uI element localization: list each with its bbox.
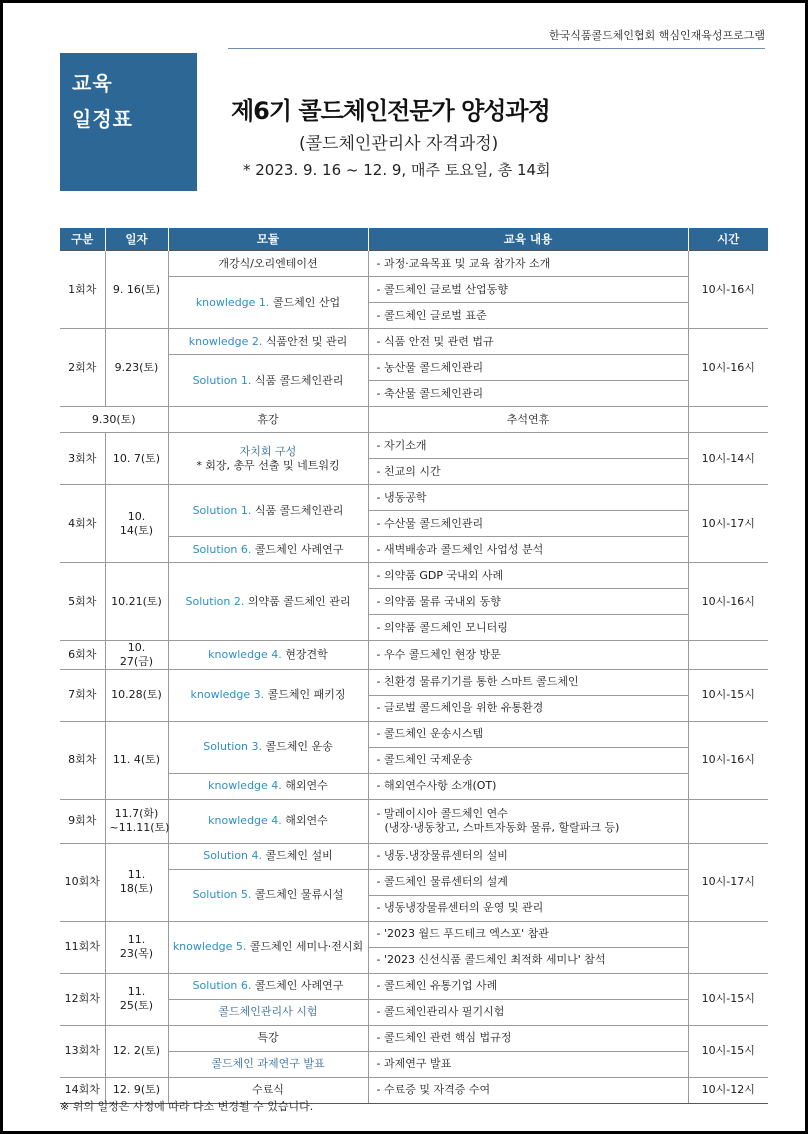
- date-start: 11.7(화): [114, 807, 159, 821]
- date-cell: 11. 23(목): [105, 921, 168, 973]
- module-title: 식품 콜드체인관리: [251, 373, 344, 387]
- module-cell: [168, 669, 368, 721]
- date-cell: 10. 14(토): [105, 485, 168, 563]
- content-cell: - 자기소개: [368, 433, 688, 459]
- module-title: 콜드체인 패키징: [264, 688, 346, 702]
- table-row: [60, 1025, 768, 1051]
- date-cell: 10. 27(금): [105, 641, 168, 670]
- module-cell: [168, 641, 368, 670]
- content-cell: - '2023 월드 푸드테크 엑스포' 참관: [368, 921, 688, 947]
- date-cell: [105, 799, 168, 843]
- content-line: - 말레이시아 콜드체인 연수: [376, 807, 508, 821]
- module-title: 콜드체인 물류시설: [251, 888, 344, 902]
- schedule-badge: [60, 53, 197, 191]
- content-cell: - 콜드체인관리사 필기시험: [368, 999, 688, 1025]
- content-cell: - 식품 안전 및 관련 법규: [368, 329, 688, 355]
- module-cell: [168, 843, 368, 869]
- content-cell: - '2023 신선식품 콜드체인 최적화 세미나' 참석: [368, 947, 688, 973]
- content-cell: - 친교의 시간: [368, 459, 688, 485]
- module-tag: Solution 4.: [203, 849, 263, 863]
- col-header-round: 구분: [60, 228, 105, 251]
- round-cell: 10회차: [60, 843, 105, 921]
- module-tag: Solution 1.: [192, 373, 252, 387]
- module-title: 해외연수: [281, 814, 328, 828]
- content-cell: - 축산물 콜드체인관리: [368, 381, 688, 407]
- time-cell: [688, 799, 768, 843]
- time-cell: [688, 921, 768, 973]
- content-cell: - 과정·교육목표 및 교육 참가자 소개: [368, 251, 688, 277]
- round-cell: 2회차: [60, 329, 105, 407]
- module-title: 콜드체인 설비: [262, 849, 333, 863]
- content-cell: - 해외연수사항 소개(OT): [368, 773, 688, 799]
- date-cell: 11. 4(토): [105, 721, 168, 799]
- table-row: [60, 433, 768, 459]
- header-divider: [228, 48, 765, 49]
- content-cell: - 콜드체인 국제운송: [368, 747, 688, 773]
- content-cell: - 의약품 물류 국내외 동향: [368, 589, 688, 615]
- time-cell: 10시-15시: [688, 973, 768, 1025]
- time-cell: 10시-15시: [688, 669, 768, 721]
- col-header-date: 일자: [105, 228, 168, 251]
- content-cell: 추석연휴: [368, 407, 688, 433]
- round-cell: 1회차: [60, 251, 105, 329]
- module-tag: Solution 6.: [192, 979, 252, 993]
- table-row: [60, 329, 768, 355]
- content-cell: - 콜드체인 운송시스템: [368, 721, 688, 747]
- content-cell: - 의약품 GDP 국내외 사례: [368, 563, 688, 589]
- date-cell: 10.28(토): [105, 669, 168, 721]
- time-cell: 10시-12시: [688, 1077, 768, 1103]
- module-cell: 콜드체인 과제연구 발표: [168, 1051, 368, 1077]
- content-cell: - 냉동냉장물류센터의 운영 및 관리: [368, 895, 688, 921]
- content-cell: - 냉동.냉장물류센터의 설비: [368, 843, 688, 869]
- module-title: 현장견학: [281, 647, 328, 661]
- org-header: 한국식품콜드체인협회 핵심인재육성프로그램: [548, 29, 765, 42]
- content-cell: - 과제연구 발표: [368, 1051, 688, 1077]
- module-tag: Solution 2.: [185, 594, 245, 608]
- round-cell: 8회차: [60, 721, 105, 799]
- table-row: [60, 799, 768, 843]
- time-cell: 10시-17시: [688, 843, 768, 921]
- module-title: 해외연수: [281, 779, 328, 793]
- table-row: [60, 973, 768, 999]
- module-tag: knowledge 3.: [190, 688, 265, 702]
- time-cell: 10시-16시: [688, 563, 768, 641]
- content-cell: - 콜드체인 물류센터의 설계: [368, 869, 688, 895]
- module-title: 의약품 콜드체인 관리: [244, 594, 351, 608]
- date-cell: 9.30(토): [60, 407, 168, 433]
- content-cell: - 농산물 콜드체인관리: [368, 355, 688, 381]
- module-tag: knowledge 4.: [208, 779, 282, 793]
- module-cell: [168, 921, 368, 973]
- module-title: 콜드체인 사례연구: [251, 979, 344, 993]
- content-cell: - 친환경 물류기기를 통한 스마트 콜드체인: [368, 669, 688, 695]
- module-tag: Solution 5.: [192, 888, 252, 902]
- module-cell: [168, 799, 368, 843]
- col-header-time: 시간: [688, 228, 768, 251]
- date-cell: 11. 25(토): [105, 973, 168, 1025]
- module-tag: knowledge 2.: [188, 334, 263, 348]
- date-cell: 12. 9(토): [105, 1077, 168, 1103]
- content-cell: - 콜드체인 관련 핵심 법규정: [368, 1025, 688, 1051]
- time-cell: [688, 407, 768, 433]
- module-cell: [168, 433, 368, 485]
- module-tag: knowledge 1.: [195, 295, 270, 309]
- col-header-content: 교육 내용: [368, 228, 688, 251]
- content-cell: - 수료증 및 자격증 수여: [368, 1077, 688, 1103]
- date-cell: 10. 7(토): [105, 433, 168, 485]
- footnote: ※ 위의 일정은 사정에 따라 다소 변경될 수 있습니다.: [60, 1100, 314, 1113]
- schedule-table: [60, 228, 768, 1104]
- module-cell: [168, 485, 368, 537]
- content-cell: - 수산물 콜드체인관리: [368, 511, 688, 537]
- time-cell: 10시-16시: [688, 251, 768, 329]
- table-row: [60, 641, 768, 670]
- date-cell: 9.23(토): [105, 329, 168, 407]
- time-cell: 10시-17시: [688, 485, 768, 563]
- module-cell: 휴강: [168, 407, 368, 433]
- table-row: [60, 563, 768, 589]
- content-cell: - 의약품 콜드체인 모니터링: [368, 615, 688, 641]
- module-cell: [168, 773, 368, 799]
- module-tag: Solution 6.: [192, 542, 252, 556]
- module-cell: [168, 563, 368, 641]
- content-cell: - 글로벌 콜드체인을 위한 유통환경: [368, 695, 688, 721]
- round-cell: 11회차: [60, 921, 105, 973]
- module-title: 식품 콜드체인관리: [251, 503, 344, 517]
- module-cell: [168, 277, 368, 329]
- page-subtitle: (콜드체인관리사 자격과정): [299, 134, 499, 154]
- round-cell: 4회차: [60, 485, 105, 563]
- round-cell: 6회차: [60, 641, 105, 670]
- round-cell: 9회차: [60, 799, 105, 843]
- module-cell: [168, 355, 368, 407]
- date-cell: 9. 16(토): [105, 251, 168, 329]
- table-row: [60, 485, 768, 511]
- content-cell: - 냉동공학: [368, 485, 688, 511]
- date-cell: 11. 18(토): [105, 843, 168, 921]
- module-cell: 콜드체인관리사 시험: [168, 999, 368, 1025]
- date-cell: 12. 2(토): [105, 1025, 168, 1077]
- date-end: ~11.11(토): [109, 821, 170, 834]
- time-cell: 10시-16시: [688, 329, 768, 407]
- module-cell: [168, 721, 368, 773]
- module-title: 식품안전 및 관리: [262, 334, 348, 348]
- badge-line-1: 교육: [72, 71, 113, 95]
- module-cell: [168, 869, 368, 921]
- module-cell: [168, 329, 368, 355]
- module-title: 콜드체인 세미나·전시회: [246, 940, 364, 954]
- module-tag: knowledge 5.: [172, 940, 247, 954]
- course-dates: * 2023. 9. 16 ~ 12. 9, 매주 토요일, 총 14회: [243, 161, 551, 179]
- content-cell: - 콜드체인 글로벌 표준: [368, 303, 688, 329]
- round-cell: 5회차: [60, 563, 105, 641]
- module-title: 콜드체인 사례연구: [251, 542, 344, 556]
- module-tag: knowledge 4.: [208, 814, 282, 828]
- content-line-detail: (냉장·냉동창고, 스마트자동화 물류, 할랄파크 등): [384, 821, 620, 834]
- round-cell: 7회차: [60, 669, 105, 721]
- table-header-row: [60, 228, 768, 251]
- module-cell: [168, 973, 368, 999]
- time-cell: 10시-14시: [688, 433, 768, 485]
- module-cell: 수료식: [168, 1077, 368, 1103]
- module-tag: knowledge 4.: [208, 647, 282, 661]
- module-cell: [168, 537, 368, 563]
- time-cell: [688, 641, 768, 670]
- col-header-module: 모듈: [168, 228, 368, 251]
- module-title: 콜드체인 운송: [262, 740, 333, 754]
- content-cell: - 콜드체인 유통기업 사례: [368, 973, 688, 999]
- time-cell: 10시-15시: [688, 1025, 768, 1077]
- round-cell: 3회차: [60, 433, 105, 485]
- badge-line-2: 일정표: [72, 107, 133, 131]
- module-note: * 회장, 총무 선출 및 네트워킹: [196, 458, 340, 472]
- page-title: 제6기 콜드체인전문가 양성과정: [231, 97, 550, 125]
- holiday-row: [60, 407, 768, 433]
- module-tag: Solution 1.: [192, 503, 252, 517]
- table-row: [60, 669, 768, 695]
- time-cell: 10시-16시: [688, 721, 768, 799]
- table-row: [60, 721, 768, 747]
- round-cell: 12회차: [60, 973, 105, 1025]
- module-cell: 특강: [168, 1025, 368, 1051]
- content-cell: - 콜드체인 글로벌 산업동향: [368, 277, 688, 303]
- table-row: [60, 843, 768, 869]
- round-cell: 14회차: [60, 1077, 105, 1103]
- module-title: 콜드체인 산업: [269, 295, 341, 309]
- module-cell: 개강식/오리엔테이션: [168, 251, 368, 277]
- content-cell: - 새벽배송과 콜드체인 사업성 분석: [368, 537, 688, 563]
- module-title: 자치회 구성: [239, 444, 297, 458]
- table-row: [60, 251, 768, 277]
- date-cell: 10.21(토): [105, 563, 168, 641]
- table-row: [60, 921, 768, 947]
- content-cell: [368, 799, 688, 843]
- module-tag: Solution 3.: [203, 740, 263, 754]
- content-cell: - 우수 콜드체인 현장 방문: [368, 641, 688, 670]
- round-cell: 13회차: [60, 1025, 105, 1077]
